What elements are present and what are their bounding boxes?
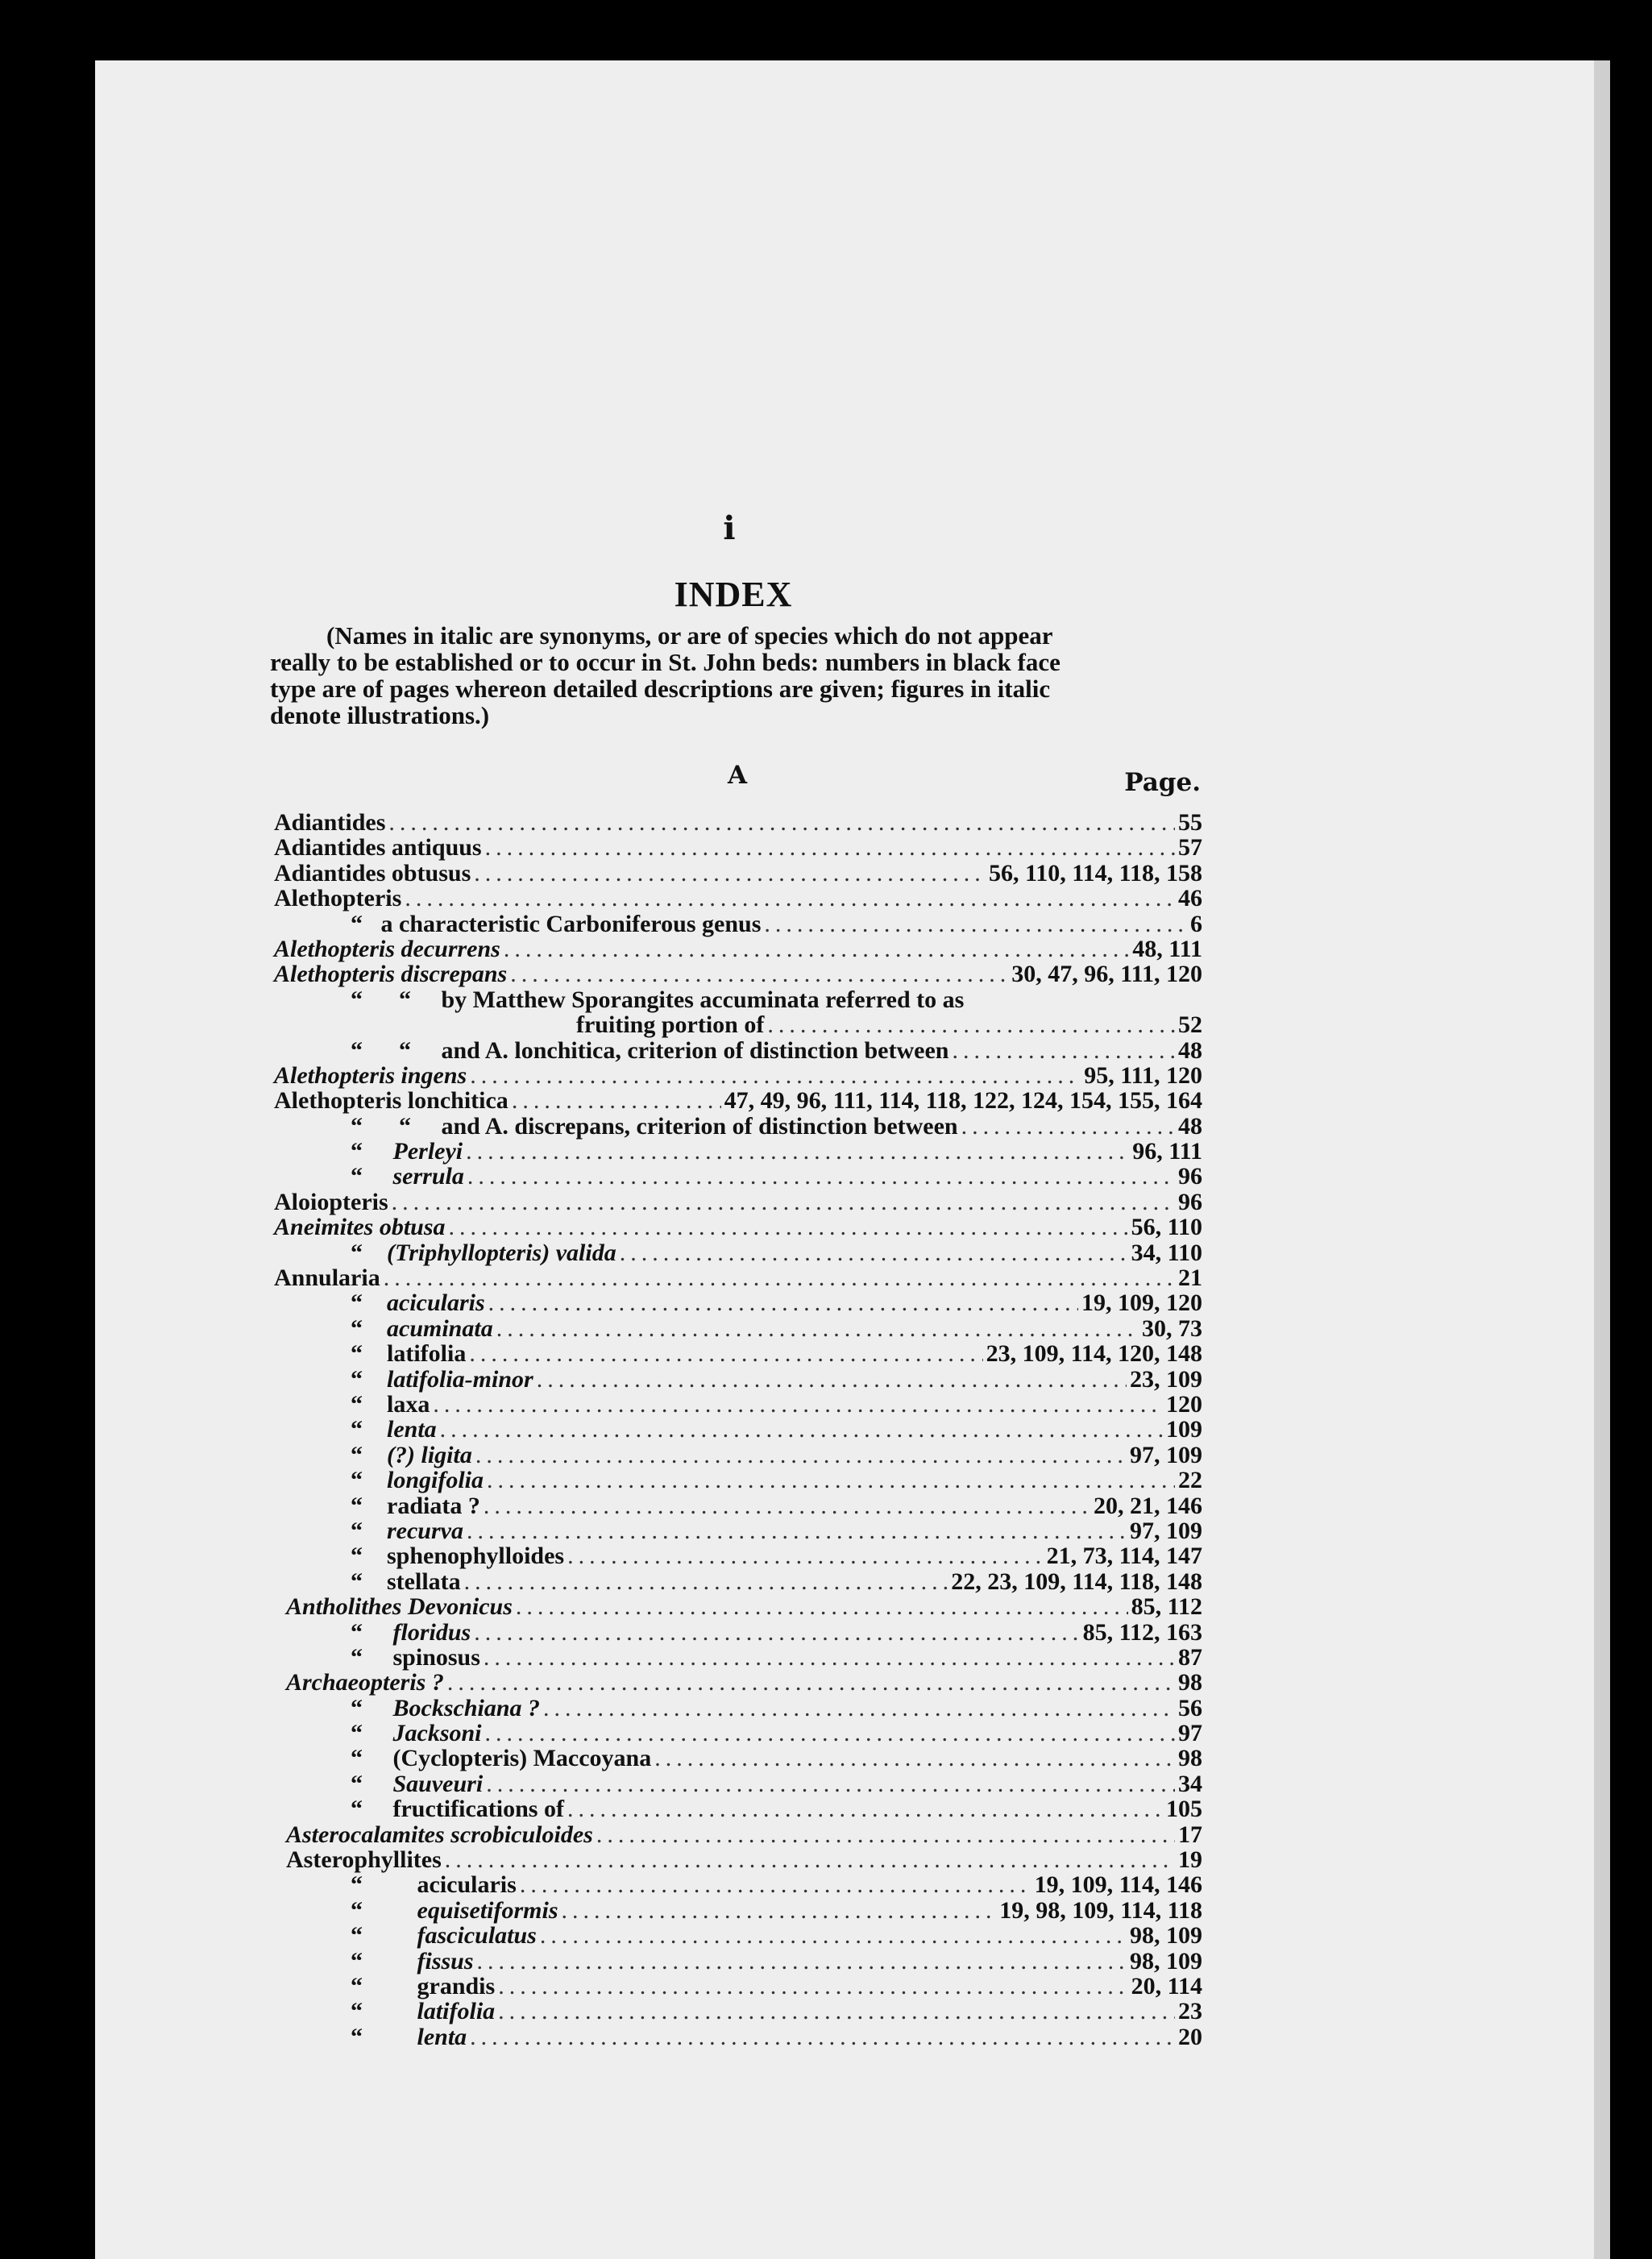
entry-pages: 19, 109, 114, 146 xyxy=(1034,1871,1202,1899)
ditto-mark: “ xyxy=(351,1289,363,1317)
ditto-mark: “ xyxy=(351,1543,363,1570)
entry-label: lenta xyxy=(387,1416,437,1443)
ditto-mark: “ xyxy=(351,1770,363,1797)
entry-pages: 20, 114 xyxy=(1131,1972,1202,1999)
index-entry xyxy=(274,1139,1202,1164)
intro-line: type are of pages whereon detailed descriptions are given; figures in italic xyxy=(270,675,1051,703)
intro-line: (Names in italic are synonyms, or are of species which do not appear xyxy=(326,621,1053,650)
leader-dots xyxy=(469,1341,982,1366)
entry-label: latifolia xyxy=(387,1340,467,1368)
leader-dots xyxy=(433,1392,1163,1417)
ditto-mark: “ xyxy=(351,1998,363,2025)
entry-pages: 30, 47, 96, 111, 120 xyxy=(1011,961,1202,988)
entry-pages: 52 xyxy=(1178,1011,1202,1039)
entry-label: laxa xyxy=(387,1390,430,1418)
ditto-mark: “ xyxy=(351,1365,363,1393)
ditto-mark: “ xyxy=(351,1745,363,1772)
ditto-mark: “ xyxy=(351,1568,363,1595)
ditto-mark: “ xyxy=(351,1972,363,1999)
index-entry xyxy=(274,1898,1202,1923)
entry-label: acuminata xyxy=(387,1314,493,1342)
index-entry xyxy=(274,1215,1202,1240)
ditto-mark: “ xyxy=(351,910,363,937)
entry-label: Aneimites obtusa xyxy=(274,1214,446,1241)
leader-dots xyxy=(516,1594,1128,1619)
leader-dots xyxy=(392,1190,1175,1215)
entry-pages: 20, 21, 146 xyxy=(1094,1492,1202,1519)
entry-pages: 21, 73, 114, 147 xyxy=(1046,1543,1202,1570)
leader-dots xyxy=(440,1417,1163,1442)
ditto-mark: “ “ xyxy=(351,986,411,1013)
leader-dots xyxy=(543,1696,1175,1721)
index-entry xyxy=(274,1038,1202,1063)
entry-pages: 6 xyxy=(1190,910,1202,937)
entry-label: (?) ligita xyxy=(387,1441,472,1468)
leader-dots xyxy=(449,1215,1128,1240)
entry-label: Aloiopteris xyxy=(274,1188,388,1215)
ditto-mark: “ xyxy=(351,1163,363,1190)
ditto-mark: “ xyxy=(351,1517,363,1544)
entry-label: Adiantides antiquus xyxy=(274,834,482,862)
entry-label: serrula xyxy=(392,1163,464,1190)
leader-dots xyxy=(961,1114,1175,1139)
entry-label: sphenophylloides xyxy=(387,1543,565,1570)
entry-pages: 98 xyxy=(1178,1745,1202,1772)
entry-label: (Triphyllopteris) valida xyxy=(387,1239,616,1266)
leader-dots xyxy=(474,861,986,886)
leader-dots xyxy=(467,1164,1175,1189)
entry-label: recurva xyxy=(387,1517,463,1544)
leader-dots xyxy=(474,1620,1079,1645)
leader-dots xyxy=(486,1771,1175,1796)
entry-pages: 87 xyxy=(1178,1643,1202,1671)
leader-dots xyxy=(384,1265,1175,1290)
index-entry xyxy=(274,1594,1202,1619)
index-entry xyxy=(274,1771,1202,1796)
leader-dots xyxy=(485,835,1175,860)
index-entry xyxy=(274,1341,1202,1366)
leader-dots xyxy=(484,1645,1175,1670)
entry-pages: 48 xyxy=(1178,1036,1202,1064)
leader-dots xyxy=(537,1367,1127,1392)
leader-dots xyxy=(477,1949,1127,1974)
leader-dots xyxy=(388,810,1175,835)
leader-dots xyxy=(496,1316,1139,1341)
page-number: i xyxy=(723,509,736,547)
entry-pages: 23, 109 xyxy=(1130,1365,1202,1393)
ditto-mark: “ xyxy=(351,1896,363,1924)
leader-dots xyxy=(567,1796,1163,1821)
entry-label: latifolia xyxy=(417,1998,496,2025)
entry-pages: 98 xyxy=(1178,1669,1202,1696)
leader-dots xyxy=(764,911,1187,936)
entry-pages: 48, 111 xyxy=(1132,935,1202,962)
ditto-mark: “ xyxy=(351,1643,363,1671)
entry-label: stellata xyxy=(387,1568,461,1595)
index-entry xyxy=(274,1746,1202,1771)
entry-label: fruiting portion of xyxy=(576,1011,765,1039)
index-entry xyxy=(274,936,1202,961)
index-entry xyxy=(274,1974,1202,1999)
intro-note xyxy=(270,622,1201,729)
index-entry xyxy=(274,1543,1202,1568)
ditto-mark: “ xyxy=(351,1947,363,1975)
ditto-mark: “ xyxy=(351,1467,363,1494)
leader-dots xyxy=(470,1063,1081,1088)
leader-dots xyxy=(567,1543,1044,1568)
index-entry xyxy=(274,835,1202,860)
entry-pages: 47, 49, 96, 111, 114, 118, 122, 124, 154, 155, 164 xyxy=(724,1087,1202,1115)
entry-pages: 96, 111 xyxy=(1132,1138,1202,1165)
leader-dots xyxy=(475,1443,1127,1468)
index-entry xyxy=(274,1872,1202,1897)
leader-dots xyxy=(510,961,1008,986)
index-entry xyxy=(274,1190,1202,1215)
leader-dots xyxy=(620,1240,1128,1265)
index-entry xyxy=(274,1796,1202,1821)
entry-pages: 109 xyxy=(1166,1416,1202,1443)
entry-pages: 34, 110 xyxy=(1131,1239,1202,1266)
entry-pages: 56, 110 xyxy=(1131,1214,1202,1241)
index-entry xyxy=(274,1265,1202,1290)
ditto-mark: “ xyxy=(351,1694,363,1721)
leader-dots xyxy=(562,1898,997,1923)
entry-label: Adiantides xyxy=(274,809,386,836)
entry-label: Jacksoni xyxy=(392,1720,482,1747)
entry-pages: 57 xyxy=(1178,834,1202,862)
index-entry xyxy=(274,1088,1202,1113)
ditto-mark: “ xyxy=(351,1441,363,1468)
entry-label: and A. discrepans, criterion of distinction between xyxy=(441,1112,958,1140)
leader-dots xyxy=(485,1721,1175,1746)
entry-pages: 19, 109, 120 xyxy=(1081,1289,1202,1317)
ditto-mark: “ xyxy=(351,1492,363,1519)
leader-dots xyxy=(466,1139,1129,1164)
entry-pages: 120 xyxy=(1166,1390,1202,1418)
entry-pages: 97, 109 xyxy=(1130,1517,1202,1544)
entry-label: acicularis xyxy=(417,1871,517,1899)
leader-dots xyxy=(654,1746,1175,1771)
index-entry xyxy=(274,1670,1202,1695)
entry-pages: 97, 109 xyxy=(1130,1441,1202,1468)
entry-label: Alethopteris decurrens xyxy=(274,935,500,962)
entry-label: spinosus xyxy=(392,1643,480,1671)
index-entry xyxy=(274,1822,1202,1847)
leader-dots xyxy=(487,1468,1175,1493)
index-entry xyxy=(274,1316,1202,1341)
entry-pages: 46 xyxy=(1178,885,1202,912)
leader-dots xyxy=(498,1999,1175,2024)
ditto-mark: “ “ xyxy=(351,1112,411,1140)
ditto-mark: “ xyxy=(351,1138,363,1165)
entry-label: fasciculatus xyxy=(417,1922,537,1950)
leader-dots xyxy=(405,886,1175,911)
entry-label: Annularia xyxy=(274,1264,380,1292)
entry-pages: 22, 23, 109, 114, 118, 148 xyxy=(951,1568,1202,1595)
entry-pages: 56, 110, 114, 118, 158 xyxy=(988,859,1202,887)
leader-dots xyxy=(467,1518,1127,1543)
entry-pages: 105 xyxy=(1166,1796,1202,1823)
index-entry xyxy=(274,886,1202,911)
entry-label: and A. lonchitica, criterion of distinction between xyxy=(441,1036,949,1064)
leader-dots xyxy=(464,1569,948,1594)
leader-dots xyxy=(540,1923,1127,1948)
section-letter: A xyxy=(727,761,748,790)
entry-label: Alethopteris lonchitica xyxy=(274,1087,508,1115)
index-entry xyxy=(274,1417,1202,1442)
entry-label: (Cyclopteris) Maccoyana xyxy=(392,1745,652,1772)
index-entry xyxy=(274,1114,1202,1139)
index-entry xyxy=(274,1999,1202,2024)
page-title: INDEX xyxy=(674,575,793,614)
index-entry xyxy=(274,987,1202,1012)
entry-label: Alethopteris discrepans xyxy=(274,961,508,988)
leader-dots xyxy=(520,1872,1031,1897)
entry-pages: 20 xyxy=(1178,2023,1202,2050)
entry-pages: 17 xyxy=(1178,1821,1202,1848)
entry-label: longifolia xyxy=(387,1467,484,1494)
entry-pages: 19 xyxy=(1178,1846,1202,1874)
entry-label: Asterocalamites scrobiculoides xyxy=(286,1821,593,1848)
entry-pages: 95, 111, 120 xyxy=(1084,1061,1202,1089)
entry-label: Archaeopteris ? xyxy=(286,1669,444,1696)
entry-label: latifolia-minor xyxy=(387,1365,533,1393)
index-entry xyxy=(274,1392,1202,1417)
leader-dots xyxy=(488,1290,1078,1315)
leader-dots xyxy=(484,1493,1090,1518)
index-entry xyxy=(274,1367,1202,1392)
entry-pages: 97 xyxy=(1178,1720,1202,1747)
index-entry xyxy=(274,1620,1202,1645)
entry-pages: 85, 112 xyxy=(1131,1593,1202,1621)
entry-pages: 21 xyxy=(1178,1264,1202,1292)
page-column-header: Page. xyxy=(1124,768,1201,797)
entry-label: Alethopteris ingens xyxy=(274,1061,467,1089)
leader-dots xyxy=(767,1012,1175,1037)
ditto-mark: “ xyxy=(351,1618,363,1646)
intro-line: denote illustrations.) xyxy=(270,701,490,729)
index-entry xyxy=(274,1290,1202,1315)
ditto-mark: “ xyxy=(351,1416,363,1443)
entry-pages: 96 xyxy=(1178,1163,1202,1190)
entry-pages: 30, 73 xyxy=(1142,1314,1202,1342)
entry-label: fructifications of xyxy=(392,1796,564,1823)
entry-label: lenta xyxy=(417,2023,467,2050)
entry-label: acicularis xyxy=(387,1289,485,1317)
leader-dots xyxy=(596,1822,1175,1847)
index-entry xyxy=(274,1923,1202,1948)
index-entry xyxy=(274,1949,1202,1974)
ditto-mark: “ xyxy=(351,1922,363,1950)
entry-pages: 96 xyxy=(1178,1188,1202,1215)
index-entry xyxy=(274,1164,1202,1189)
entry-pages: 23, 109, 114, 120, 148 xyxy=(986,1340,1202,1368)
entry-pages: 55 xyxy=(1178,809,1202,836)
entry-label: Adiantides obtusus xyxy=(274,859,471,887)
entry-pages: 56 xyxy=(1178,1694,1202,1721)
index-entry xyxy=(274,810,1202,835)
entry-label: Asterophyllites xyxy=(286,1846,442,1874)
ditto-mark: “ xyxy=(351,1314,363,1342)
intro-line: really to be established or to occur in St. John beds: numbers in black face xyxy=(270,648,1061,676)
entry-label: a characteristic Carboniferous genus xyxy=(380,910,762,937)
ditto-mark: “ xyxy=(351,2023,363,2050)
entry-label: Bockschiana ? xyxy=(392,1694,541,1721)
ditto-mark: “ xyxy=(351,1239,363,1266)
index-entry xyxy=(274,1645,1202,1670)
page-edge xyxy=(1594,60,1610,2259)
entry-pages: 22 xyxy=(1178,1467,1202,1494)
index-entry xyxy=(274,1468,1202,1493)
index-entry xyxy=(274,1518,1202,1543)
leader-dots xyxy=(447,1670,1175,1695)
leader-dots xyxy=(512,1088,721,1113)
entry-label: Sauveuri xyxy=(392,1770,484,1797)
entry-label: grandis xyxy=(417,1972,496,1999)
leader-dots xyxy=(498,1974,1127,1999)
leader-dots xyxy=(470,2024,1175,2049)
ditto-mark: “ “ xyxy=(351,1036,411,1064)
entry-pages: 85, 112, 163 xyxy=(1082,1618,1202,1646)
index-entry xyxy=(274,1847,1202,1872)
index-entry xyxy=(274,1721,1202,1746)
entry-pages: 19, 98, 109, 114, 118 xyxy=(999,1896,1202,1924)
ditto-mark: “ xyxy=(351,1720,363,1747)
entry-pages: 23 xyxy=(1178,1998,1202,2025)
entry-pages: 98, 109 xyxy=(1130,1947,1202,1975)
entry-label: equisetiformis xyxy=(417,1896,558,1924)
ditto-mark: “ xyxy=(351,1871,363,1899)
index-entry xyxy=(274,1240,1202,1265)
entry-label: Antholithes Devonicus xyxy=(286,1593,513,1621)
leader-dots xyxy=(445,1847,1175,1872)
leader-dots xyxy=(504,936,1129,961)
entry-pages: 34 xyxy=(1178,1770,1202,1797)
entry-pages: 48 xyxy=(1178,1112,1202,1140)
index-entry xyxy=(274,1696,1202,1721)
entry-label: radiata ? xyxy=(387,1492,480,1519)
entry-label: floridus xyxy=(392,1618,471,1646)
index-entry xyxy=(274,1493,1202,1518)
index-entry xyxy=(274,961,1202,986)
ditto-mark: “ xyxy=(351,1390,363,1418)
leader-dots xyxy=(952,1038,1175,1063)
index-entry xyxy=(274,1569,1202,1594)
index-entry xyxy=(274,1012,1202,1037)
index-entry xyxy=(274,1443,1202,1468)
entry-label: Alethopteris xyxy=(274,885,402,912)
entry-pages: 98, 109 xyxy=(1130,1922,1202,1950)
index-entry xyxy=(274,861,1202,886)
entry-label: Perleyi xyxy=(392,1138,463,1165)
index-entry xyxy=(274,911,1202,936)
index-entry xyxy=(274,2024,1202,2049)
ditto-mark: “ xyxy=(351,1340,363,1368)
entry-label: by Matthew Sporangites accuminata referred to as xyxy=(441,986,965,1013)
entry-label: fissus xyxy=(417,1947,474,1975)
index-entry xyxy=(274,1063,1202,1088)
index-entries xyxy=(274,810,1202,2049)
ditto-mark: “ xyxy=(351,1796,363,1823)
